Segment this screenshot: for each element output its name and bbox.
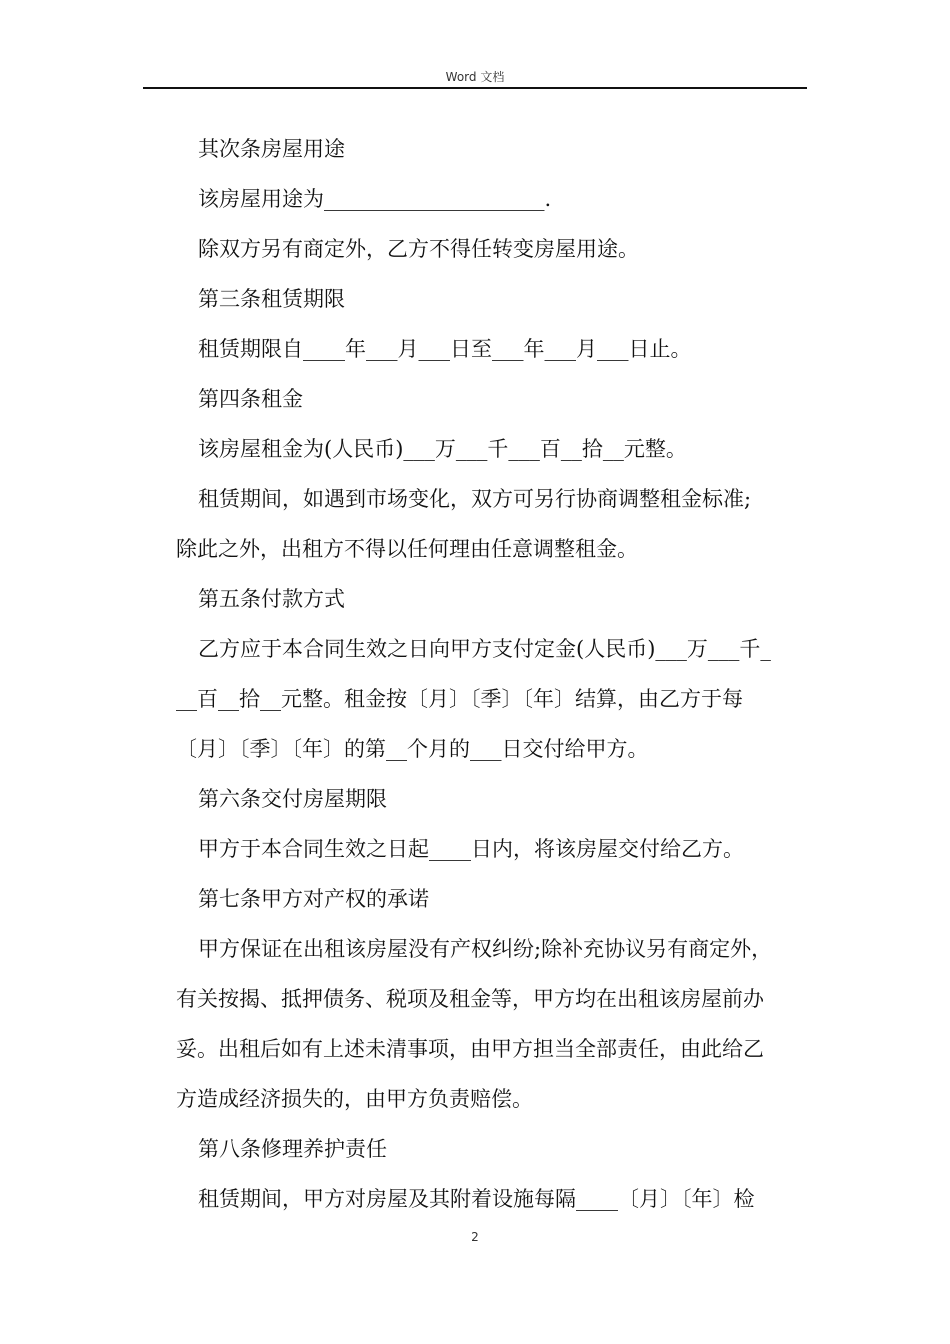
paragraph-line: 除此之外，出租方不得以任何理由任意调整租金。: [176, 537, 638, 561]
heading-clause-7: 第七条甲方对产权的承诺: [198, 887, 429, 911]
paragraph-line: 租赁期限自____年___月___日至___年___月___日止。: [198, 337, 692, 361]
heading-clause-5: 第五条付款方式: [198, 587, 345, 611]
heading-clause-3: 第三条租赁期限: [198, 287, 345, 311]
paragraph-line: 方造成经济损失的，由甲方负责赔偿。: [176, 1087, 533, 1111]
paragraph-line: 甲方保证在出租该房屋没有产权纠纷;除补充协议另有商定外，: [198, 937, 773, 961]
paragraph-line: 该房屋用途为_____________________.: [198, 187, 552, 211]
paragraph-line: 租赁期间，甲方对房屋及其附着设施每隔____〔月〕〔年〕检: [198, 1187, 755, 1211]
paragraph-line: 妥。出租后如有上述未清事项，由甲方担当全部责任，由此给乙: [176, 1037, 764, 1061]
page-number: 2: [471, 1230, 479, 1244]
header-divider: [143, 87, 807, 89]
paragraph-line: 乙方应于本合同生效之日向甲方支付定金(人民币)___万___千_: [198, 637, 771, 661]
paragraph-line: 甲方于本合同生效之日起____日内，将该房屋交付给乙方。: [198, 837, 744, 861]
heading-clause-2: 其次条房屋用途: [198, 137, 345, 161]
paragraph-line: 〔月〕〔季〕〔年〕的第__个月的___日交付给甲方。: [176, 737, 649, 761]
paragraph-line: 租赁期间，如遇到市场变化，双方可另行协商调整租金标准;: [198, 487, 752, 511]
heading-clause-6: 第六条交付房屋期限: [198, 787, 387, 811]
paragraph-line: 除双方另有商定外，乙方不得任转变房屋用途。: [198, 237, 639, 261]
heading-clause-8: 第八条修理养护责任: [198, 1137, 387, 1161]
paragraph-line: 该房屋租金为(人民币)___万___千___百__拾__元整。: [198, 437, 687, 461]
paragraph-line: __百__拾__元整。租金按〔月〕〔季〕〔年〕结算，由乙方于每: [176, 687, 743, 711]
heading-clause-4: 第四条租金: [198, 387, 303, 411]
paragraph-line: 有关按揭、抵押债务、税项及租金等，甲方均在出租该房屋前办: [176, 987, 764, 1011]
page-header-title: Word 文档: [445, 70, 505, 84]
